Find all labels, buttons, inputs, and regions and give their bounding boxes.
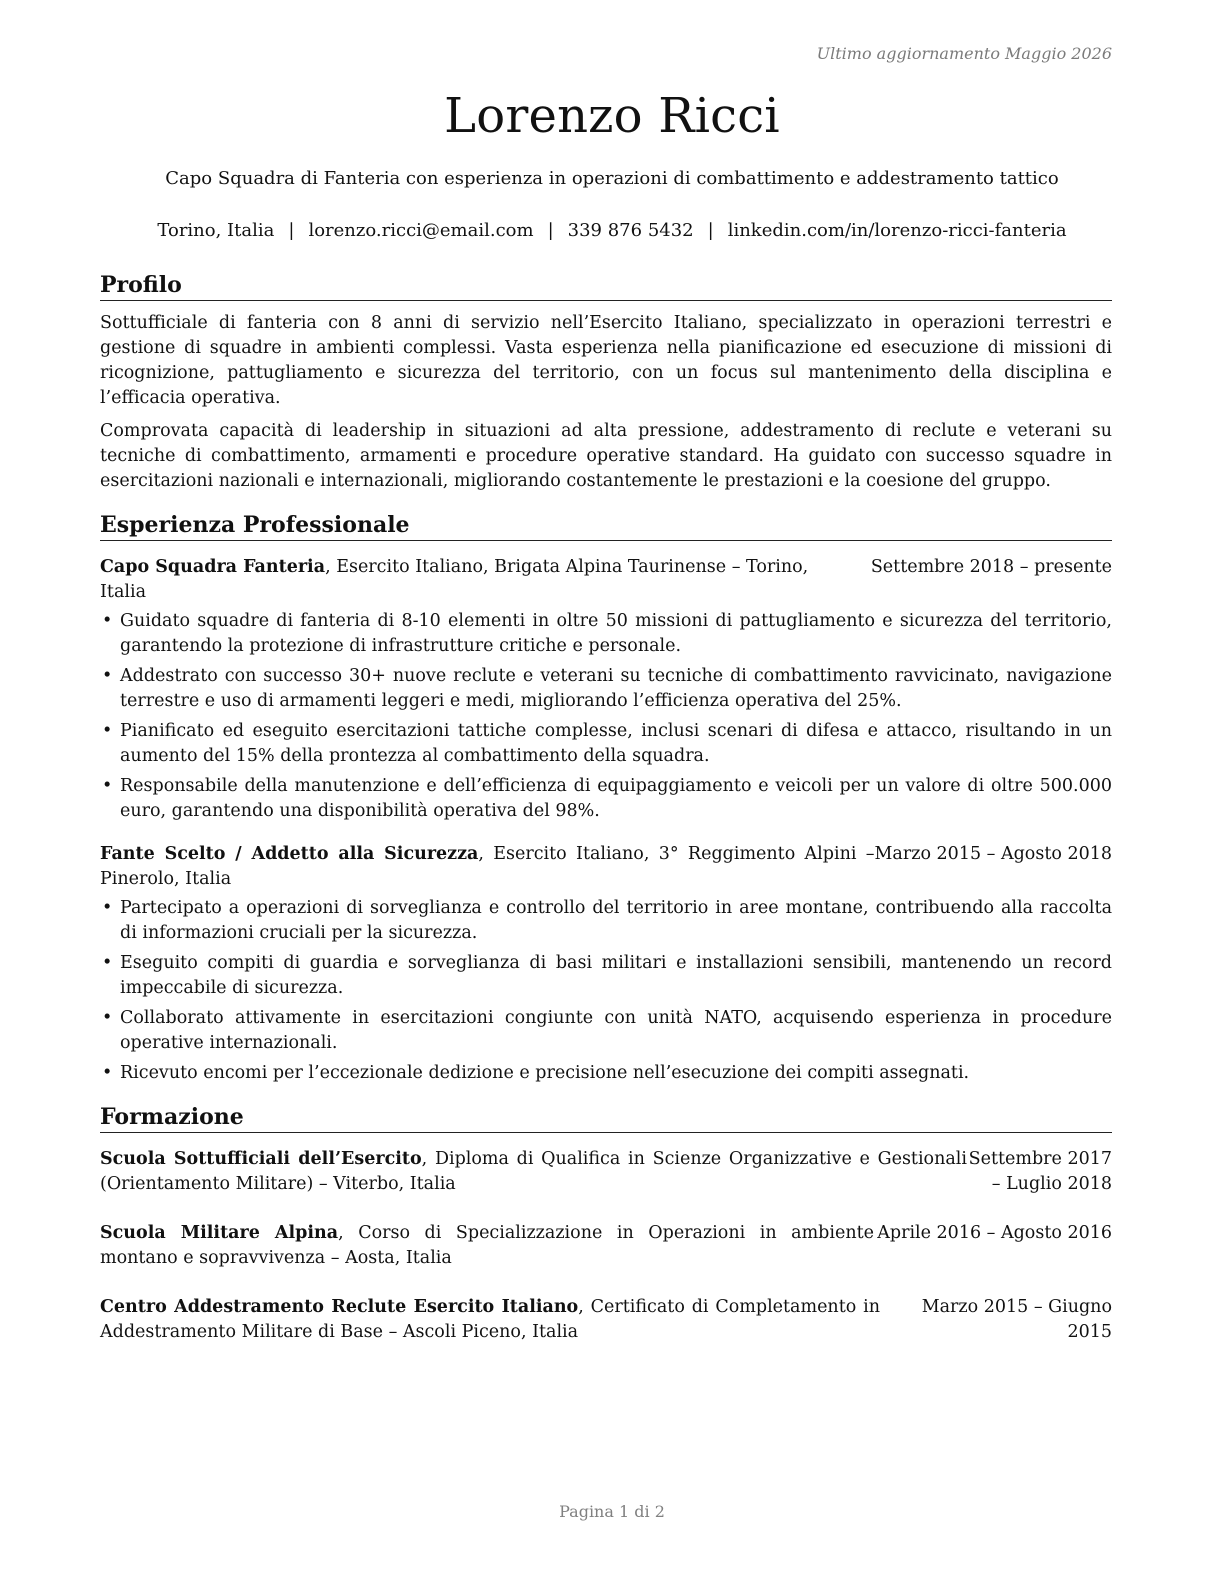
education-school: Scuola Militare Alpina bbox=[100, 1223, 339, 1243]
contact-email[interactable]: lorenzo.ricci@email.com bbox=[308, 220, 534, 241]
job-bullets bbox=[100, 896, 1112, 1086]
bullet-icon: • bbox=[102, 721, 113, 741]
candidate-name: Lorenzo Ricci bbox=[444, 88, 780, 144]
job-dates: Marzo 2015 – Agosto 2018 bbox=[874, 844, 1112, 864]
list-item: • Partecipato a operazioni di sorveglianza e controllo del territorio in aree montane, contribuendo alla raccolta di informazioni cruciali per la sicurezza. bbox=[102, 898, 1112, 943]
education-dates: Settembre 2017 – Luglio 2018 bbox=[968, 1149, 1112, 1194]
job-role: Capo Squadra Fanteria bbox=[100, 557, 326, 577]
profile-paragraph: Sottufficiale di fanteria con 8 anni di servizio nell’Esercito Italiano, specializzato in operazioni terrestri e gestione di squadre in ambienti complessi. Vasta esperienza nella pianificazione ed esecuzione di missioni di ricognizione, pattugliamento e sicurezza del territorio, con un focus sul mantenimento della disciplina e l’efficacia operativa. bbox=[100, 313, 1112, 408]
bullet-icon: • bbox=[102, 1008, 113, 1028]
list-item: • Responsabile della manutenzione e dell’efficienza di equipaggiamento e veicoli per un valore di oltre 500.000 euro, garantendo una disponibilità operativa del 98%. bbox=[102, 776, 1112, 821]
list-item: • Collaborato attivamente in esercitazioni congiunte con unità NATO, acquisendo esperienza in procedure operative internazionali. bbox=[102, 1008, 1112, 1053]
bullet-icon: • bbox=[102, 611, 113, 631]
job-header bbox=[100, 842, 1112, 892]
education-item bbox=[100, 1147, 1112, 1197]
contact-separator: | bbox=[547, 220, 554, 241]
contact-phone[interactable]: 339 876 5432 bbox=[567, 220, 694, 241]
bullet-icon: • bbox=[102, 898, 113, 918]
section-title-profile: Profilo bbox=[100, 270, 1112, 301]
bullet-icon: • bbox=[102, 1063, 113, 1083]
contact-location: Torino, Italia bbox=[157, 220, 275, 241]
job-organization: , Esercito Italiano, 3° Reggimento Alpini – Pinerolo, Italia bbox=[100, 844, 875, 889]
job-role: Fante Scelto / Addetto alla Sicurezza bbox=[100, 844, 479, 864]
list-item: • Guidato squadre di fanteria di 8-10 elementi in oltre 50 missioni di pattugliamento e sicurezza del territorio, garantendo la protezione di infrastrutture critiche e personale. bbox=[102, 611, 1112, 656]
education-dates: Aprile 2016 – Agosto 2016 bbox=[877, 1223, 1112, 1243]
profile-paragraph: Comprovata capacità di leadership in situazioni ad alta pressione, addestramento di reclute e veterani su tecniche di combattimento, armamenti e procedure operative standard. Ha guidato con successo squadre in esercitazioni nazionali e internazionali, migliorando costantemente le prestazioni e la coesione del gruppo. bbox=[100, 421, 1112, 491]
job-bullets bbox=[100, 609, 1112, 824]
contact-separator: | bbox=[288, 220, 295, 241]
last-updated: Ultimo aggiornamento Maggio 2026 bbox=[816, 44, 1112, 63]
job-organization: , Esercito Italiano, Brigata Alpina Taurinense – Torino, Italia bbox=[100, 557, 809, 602]
resume-body bbox=[100, 270, 1112, 1345]
education-detail: , Certificato di Completamento in Addestramento Militare di Base – Ascoli Piceno, Italia bbox=[100, 1297, 880, 1342]
contact-separator: | bbox=[707, 220, 714, 241]
education-item bbox=[100, 1295, 1112, 1345]
job-dates: Settembre 2018 – presente bbox=[870, 557, 1112, 577]
education-detail: , Corso di Specializzazione in Operazioni in ambiente montano e sopravvivenza – Aosta, Italia bbox=[100, 1223, 874, 1268]
section-title-education: Formazione bbox=[100, 1102, 1112, 1133]
headline: Capo Squadra di Fanteria con esperienza in operazioni di combattimento e addestramento tattico bbox=[165, 168, 1059, 189]
bullet-icon: • bbox=[102, 776, 113, 796]
page-number: Pagina 1 di 2 bbox=[559, 1502, 665, 1521]
education-school: Scuola Sottufficiali dell’Esercito bbox=[100, 1149, 422, 1169]
contact-line bbox=[0, 220, 1224, 241]
list-item: • Pianificato ed eseguito esercitazioni tattiche complesse, inclusi scenari di difesa e attacco, risultando in un aumento del 15% della prontezza al combattimento della squadra. bbox=[102, 721, 1112, 766]
education-school: Centro Addestramento Reclute Esercito Italiano bbox=[100, 1297, 579, 1317]
job-header bbox=[100, 555, 1112, 605]
list-item: • Addestrato con successo 30+ nuove reclute e veterani su tecniche di combattimento ravvicinato, navigazione terrestre e uso di armamenti leggeri e medi, migliorando l’efficienza operativa del 25%. bbox=[102, 666, 1112, 711]
bullet-icon: • bbox=[102, 666, 113, 686]
education-dates: Marzo 2015 – Giugno 2015 bbox=[921, 1297, 1112, 1342]
list-item: • Eseguito compiti di guardia e sorveglianza di basi militari e installazioni sensibili, mantenendo un record impeccabile di sicurezza. bbox=[102, 953, 1112, 998]
bullet-icon: • bbox=[102, 953, 113, 973]
contact-linkedin[interactable]: linkedin.com/in/lorenzo-ricci-fanteria bbox=[727, 220, 1067, 241]
list-item: • Ricevuto encomi per l’eccezionale dedizione e precisione nell’esecuzione dei compiti assegnati. bbox=[100, 1061, 1112, 1086]
section-title-experience: Esperienza Professionale bbox=[100, 510, 1112, 541]
education-item bbox=[100, 1221, 1112, 1271]
education-detail: , Diploma di Qualifica in Scienze Organizzative e Gestionali (Orientamento Militare) – Viterbo, Italia bbox=[100, 1149, 967, 1194]
